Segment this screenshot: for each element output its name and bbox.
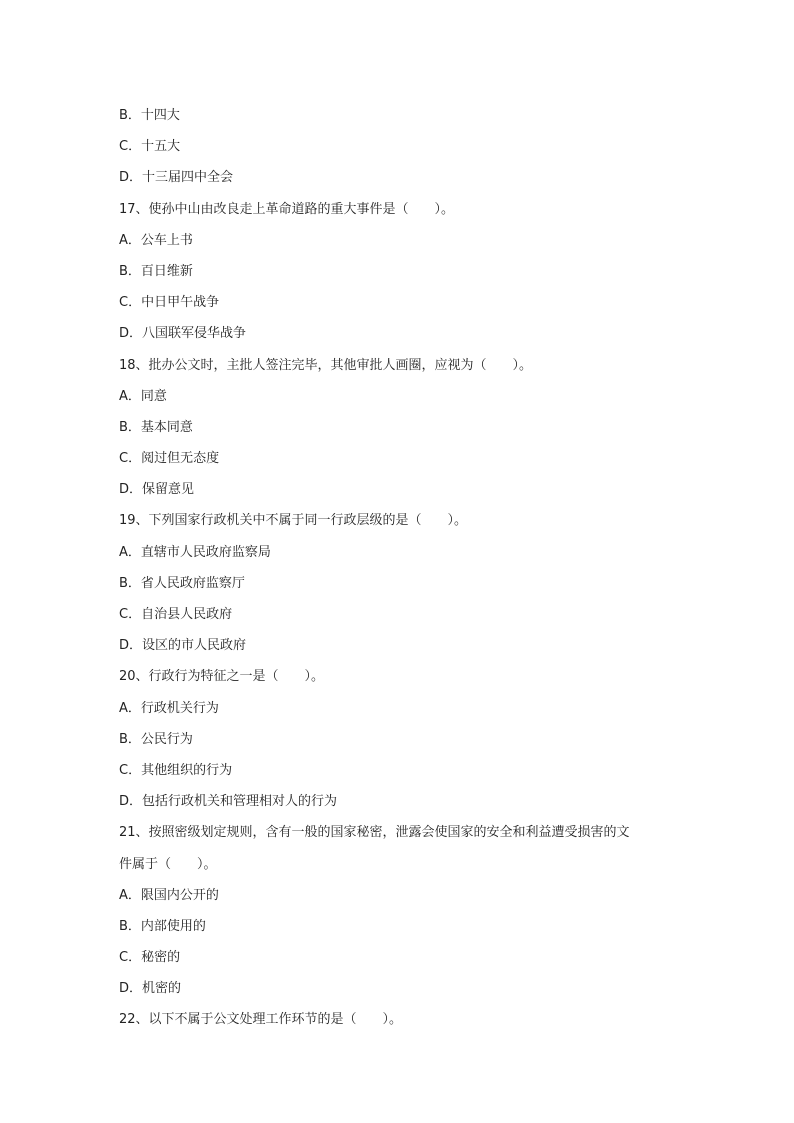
option-d-q20: D．包括行政机关和管理相对人的行为 xyxy=(119,794,338,810)
question-21-continuation: 件属于（ ）。 xyxy=(119,856,217,872)
option-d-q17: D．八国联军侵华战争 xyxy=(119,326,247,342)
question-18: 18、批办公文时，主批人签注完毕，其他审批人画圈，应视为（ ）。 xyxy=(119,357,533,373)
option-b-q18: B．基本同意 xyxy=(119,419,193,435)
option-b-q19: B．省人民政府监察厅 xyxy=(119,575,245,591)
question-22: 22、以下不属于公文处理工作环节的是（ ）。 xyxy=(119,1012,403,1028)
option-d-q19: D．设区的市人民政府 xyxy=(119,638,247,654)
option-b-q17: B．百日维新 xyxy=(119,263,193,279)
option-c-q16: C．十五大 xyxy=(119,139,181,155)
option-b-q16: B．十四大 xyxy=(119,108,180,123)
option-c-q20: C．其他组织的行为 xyxy=(119,762,233,778)
option-d-q18: D．保留意见 xyxy=(119,482,195,498)
question-20: 20、行政行为特征之一是（ ）。 xyxy=(119,669,325,685)
option-c-q19: C．自治县人民政府 xyxy=(119,607,233,622)
option-c-q18: C．阅过但无态度 xyxy=(119,451,220,467)
option-a-q21: A．限国内公开的 xyxy=(119,887,219,903)
question-19: 19、下列国家行政机关中不属于同一行政层级的是（ ）。 xyxy=(119,513,468,529)
option-b-q20: B．公民行为 xyxy=(119,731,193,747)
option-d-q21: D．机密的 xyxy=(119,981,182,997)
option-c-q17: C．中日甲午战争 xyxy=(119,295,220,311)
option-d-q16: D．十三届四中全会 xyxy=(119,170,234,186)
question-21: 21、按照密级划定规则，含有一般的国家秘密，泄露会使国家的安全和利益遭受损害的文 xyxy=(119,825,630,841)
option-b-q21: B．内部使用的 xyxy=(119,918,206,934)
option-a-q20: A．行政机关行为 xyxy=(119,700,219,716)
question-text-block xyxy=(119,100,679,1036)
option-c-q21: C．秘密的 xyxy=(119,950,181,966)
question-17: 17、使孙中山由改良走上革命道路的重大事件是（ ）。 xyxy=(119,201,455,217)
option-a-q18: A．同意 xyxy=(119,388,167,404)
option-a-q17: A．公车上书 xyxy=(119,232,193,248)
option-a-q19: A．直辖市人民政府监察局 xyxy=(119,544,271,560)
